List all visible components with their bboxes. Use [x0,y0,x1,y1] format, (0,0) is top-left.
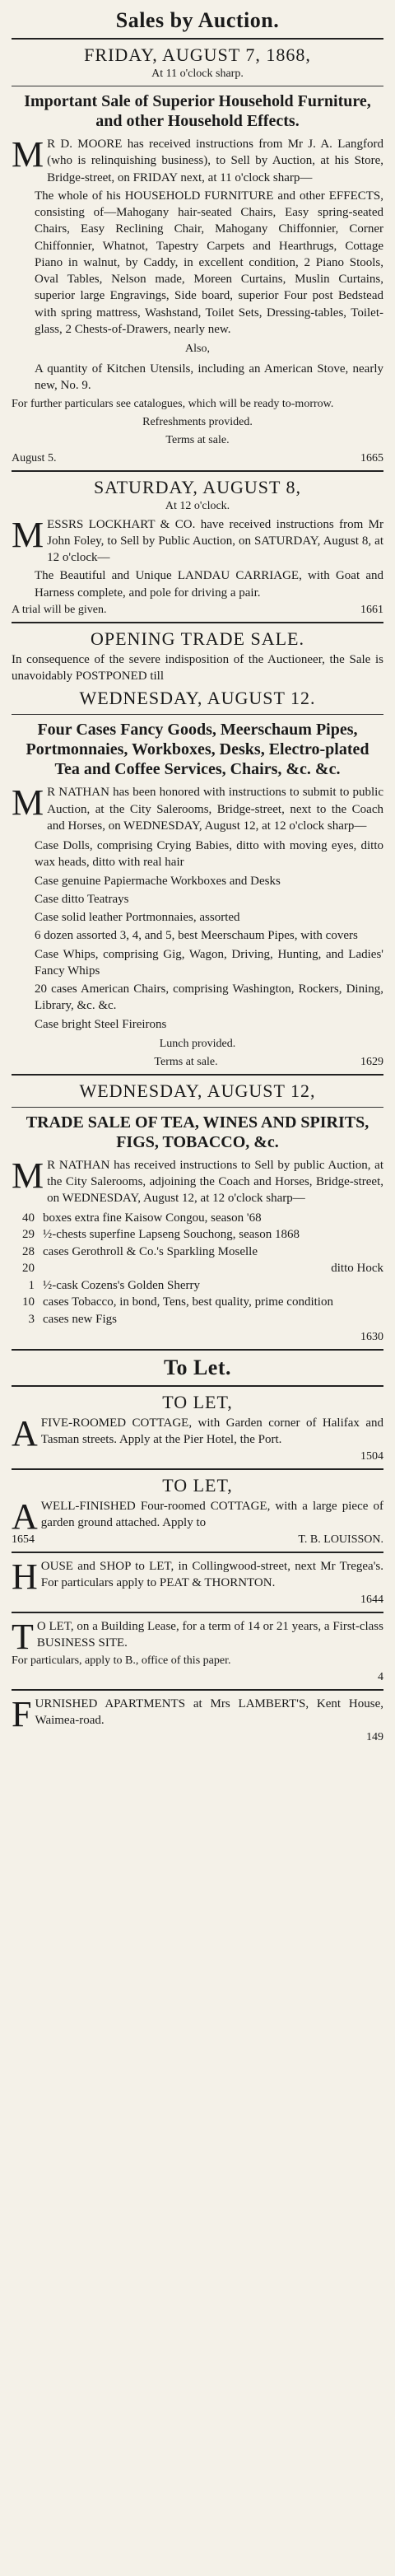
ad-to-let-cottage [12,1392,383,1463]
ad-building-lease [12,1618,383,1685]
ad-code: 1644 [360,1593,383,1606]
drop-cap: F [12,1694,32,1734]
ad-intro: MESSRS LOCKHART & CO. have received instructions from Mr John Foley, to Sell by Public Auction, on SATURDAY, August 8, at 12 o'clock— [12,514,383,564]
ad-further: For further particulars see catalogues, which will be ready to-morrow. [12,397,334,410]
ad-code: 1629 [360,1055,383,1068]
ad-opening-trade-sale [12,628,383,1069]
ad-lunch: Lunch provided. [159,1037,236,1050]
ad-also: Also, [185,343,210,355]
list-item: 29 ½-chests superfine Lapseng Souchong, season 1868 [22,1228,300,1241]
ad-date: SATURDAY, AUGUST 8, [93,476,302,497]
ad-item-list [12,838,383,1033]
ad-intro: M R NATHAN has received instructions to Sell by public Auction, at the City Salerooms, adjoining the Coach and Horses, Bridge-street, on WEDNESDAY, August 12, at 12 o'clock sharp— [12,1155,383,1206]
ad-text: AFIVE-ROOMED COTTAGE, with Garden corner of Halifax and Tasman streets. Apply at the Pier Hotel, the Port. [12,1413,383,1454]
ad-code: 1504 [360,1449,383,1463]
ad-contact: T. B. LOUISSON. [298,1533,383,1546]
drop-cap: T [12,1616,34,1657]
divider [12,1385,383,1387]
ad-lead: Four Cases Fancy Goods, Meerschaum Pipes, Portmonnaies, Workboxes, Desks, Electro-plated Tea and Coffee Services, Chairs, &c. &c. [26,721,369,779]
divider [12,1468,383,1470]
ad-friday-furniture [12,44,383,465]
ad-text: T O LET, on a Building Lease, for a term of 14 or 21 years, a First-class BUSINESS SITE. [12,1616,383,1657]
ad-date-short: August 5. [12,451,57,464]
ad-code: 149 [366,1730,383,1743]
list-item: 1 ½-cask Cozens's Golden Sherry [28,1278,200,1292]
ad-trial: A trial will be given. [12,603,107,616]
ad-items: The whole of his HOUSEHOLD FURNITURE and other EFFECTS, consisting of—Mahogany hair-seated Chairs, Easy spring-seated Chairs, Easy Reclining Chair, Mahogany Chiffonnier, Corner Chiffonnier, Whatnot, Tapestry Carpets and Hearthrugs, Cottage Piano in walnut, by Caddy, in excellent condition, 2 Piano Stools, Oval Tables, Nelson made, Moreen Curtains, Muslin Curtains, superior large Engravings, Side board, superior Four post Bedstead with spring mattress, Washstand, Toilet Sets, Dressing-tables, Toilet-glass, 2 Chests-of-Drawers, nearly new. [35,189,383,336]
drop-cap: M [12,1155,44,1196]
ad-time: At 11 o'clock sharp. [151,68,244,80]
list-item: Case Whips, comprising Gig, Wagon, Driving, Hunting, and Ladies' Fancy Whips [35,947,383,978]
list-item: Case Dolls, comprising Crying Babies, ditto with moving eyes, ditto wax heads, ditto with real hair [35,839,383,870]
ad-also-items: A quantity of Kitchen Utensils, including an American Stove, nearly new, No. 9. [35,362,383,393]
divider [12,1552,383,1553]
ad-title: OPENING TRADE SALE. [91,628,304,649]
list-item: Case bright Steel Fireirons [35,1017,167,1031]
list-item: 3 cases new Figs [28,1312,117,1326]
ad-new-date: WEDNESDAY, AUGUST 12. [79,688,316,709]
ad-to-let-four-roomed [12,1475,383,1547]
ad-intro: M R D. MOORE has received instructions from Mr J. A. Langford (who is relinquishing business), to Sell by Auction, at his Store, Bridge-street, on FRIDAY next, at 11 o'clock sharp— [12,134,383,184]
list-item: Case solid leather Portmonnaies, assorted [35,911,240,924]
ad-intro: M R NATHAN has been honored with instructions to submit to public Auction, at the City Salerooms, Bridge-street, next to the Coach and Horses, on WEDNESDAY, August 12, at 12 o'clock sharp— [12,782,383,833]
ad-refreshments: Refreshments provided. [142,415,253,428]
list-item: Case ditto Teatrays [35,892,129,906]
drop-cap: A [12,1413,38,1454]
ad-saturday-landau [12,477,383,617]
ad-code: 4 [378,1671,383,1683]
drop-cap: A [12,1496,38,1537]
list-item: Case genuine Papiermache Workboxes and Desks [35,874,281,888]
ad-text: HOUSE and SHOP to LET, in Collingwood-street, next Mr Tregea's. For particulars apply to PEAT & THORNTON. [12,1556,383,1597]
ad-footer [12,1533,383,1547]
ad-date: WEDNESDAY, AUGUST 12, [79,1080,316,1101]
ad-time: At 12 o'clock. [165,499,230,512]
list-item: 20 cases American Chairs, comprising Washington, Rockers, Dining, Library, &c. &c. [35,982,383,1013]
ad-code: 1630 [360,1331,383,1343]
divider [12,714,383,715]
ad-text: FURNISHED APARTMENTS at Mrs LAMBERT'S, Kent House, Waimea-road. [12,1694,383,1734]
list-item: 6 dozen assorted 3, 4, and 5, best Meerschaum Pipes, with covers [35,929,358,943]
divider [12,622,383,623]
to-let-section-title: To Let. [164,1356,231,1379]
ad-footer [12,452,383,465]
divider [12,1107,383,1108]
ad-footer [12,604,383,617]
divider [12,1689,383,1691]
ad-item-list [12,1211,383,1328]
ad-heading: TO LET, [162,1392,233,1412]
ad-heading: TO LET, [162,1474,233,1496]
list-item: 40 boxes extra fine Kaisow Congou, season '68 [22,1211,262,1225]
drop-cap: H [12,1556,38,1597]
sales-section-title: Sales by Auction. [115,8,280,32]
drop-cap: M [12,782,44,824]
ad-code: 1665 [360,451,383,464]
ad-further: For particulars, apply to B., office of this paper. [12,1654,231,1667]
list-item: 28 cases Gerothroll & Co.'s Sparkling Moselle [22,1244,258,1258]
ad-lead: Important Sale of Superior Household Furniture, and other Household Effects. [24,92,371,130]
drop-cap: M [12,134,44,175]
ad-text: AWELL-FINISHED Four-roomed COTTAGE, with a large piece of garden ground attached. Apply to [12,1496,383,1537]
divider [12,38,383,40]
divider [12,1074,383,1076]
ad-terms: Terms at sale. [165,433,230,446]
ad-furnished-apartments [12,1696,383,1744]
ad-house-and-shop [12,1558,383,1607]
ad-code: 1654 [12,1533,35,1546]
ad-notice: In consequence of the severe indisposition of the Auctioneer, the Sale is unavoidably POSTPONED till [12,652,383,683]
ad-trade-sale-tea [12,1080,383,1344]
list-item: 20 ditto Hock [22,1262,383,1275]
divider [12,470,383,472]
ad-lead: TRADE SALE OF TEA, WINES AND SPIRITS, FIGS, TOBACCO, &c. [26,1113,369,1151]
divider [12,1349,383,1351]
list-item: 10 cases Tobacco, in bond, Tens, best quality, prime condition [22,1295,333,1309]
drop-cap: M [12,514,44,555]
ad-terms: Terms at sale. [154,1055,218,1068]
ad-date: FRIDAY, AUGUST 7, 1868, [84,44,311,65]
divider [12,1612,383,1613]
ad-code: 1661 [360,603,383,616]
ad-items: The Beautiful and Unique LANDAU CARRIAGE, with Goat and Harness complete, and pole for driving a pair. [35,569,383,600]
ad-footer [12,1056,383,1069]
